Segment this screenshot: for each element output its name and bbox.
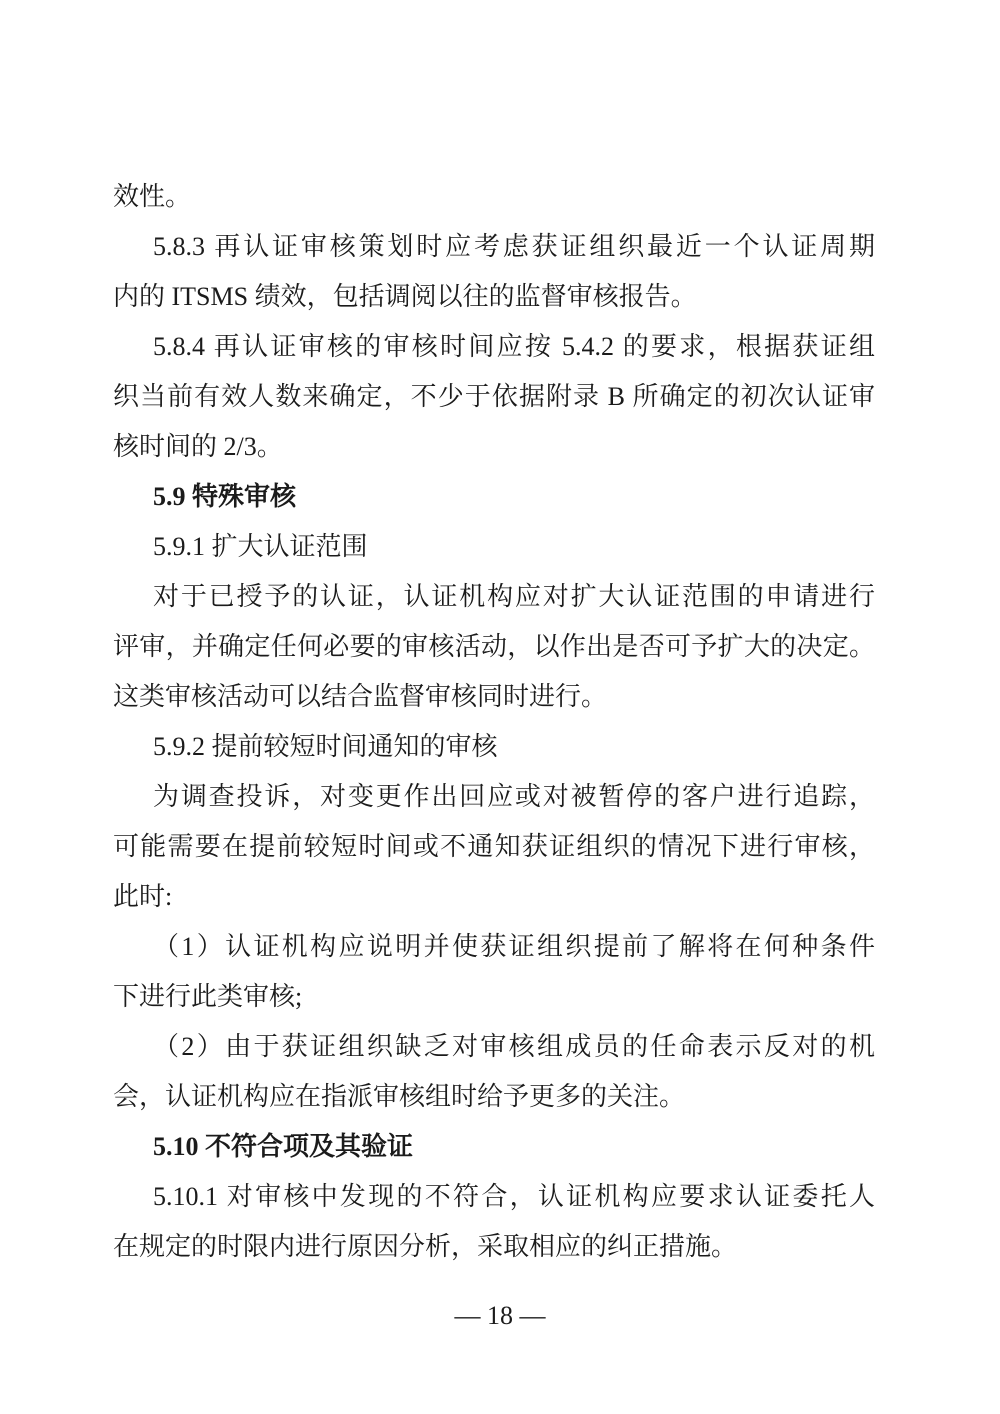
text-line: 5.9.1 扩大认证范围: [153, 532, 368, 561]
text-line: 效性。: [113, 182, 192, 211]
text-line: 会，认证机构应在指派审核组时给予更多的关注。: [113, 1082, 686, 1111]
text-line: 为调查投诉，对变更作出回应或对被暂停的客户进行追踪，: [153, 782, 875, 811]
text-line: 对于已授予的认证，认证机构应对扩大认证范围的申请进行: [153, 582, 875, 611]
text-line: 5.9.2 提前较短时间通知的审核: [153, 732, 498, 761]
text-line: 可能需要在提前较短时间或不通知获证组织的情况下进行审核，: [113, 832, 875, 861]
text-line: 5.8.3 再认证审核策划时应考虑获证组织最近一个认证周期: [153, 232, 875, 261]
text-line: 5.8.4 再认证审核的审核时间应按 5.4.2 的要求，根据获证组: [153, 332, 875, 361]
page-number: — 18 —: [454, 1301, 546, 1330]
text-line: 织当前有效人数来确定，不少于依据附录 B 所确定的初次认证审: [113, 382, 875, 411]
text-line: 内的 ITSMS 绩效，包括调阅以往的监督审核报告。: [113, 282, 697, 311]
text-line: 5.10.1 对审核中发现的不符合，认证机构应要求认证委托人: [153, 1182, 875, 1211]
text-line: 这类审核活动可以结合监督审核同时进行。: [113, 682, 608, 711]
text-line: 5.10 不符合项及其验证: [153, 1132, 414, 1161]
text-line: （1）认证机构应说明并使获证组织提前了解将在何种条件: [153, 932, 875, 961]
text-line: 评审，并确定任何必要的审核活动，以作出是否可予扩大的决定。: [113, 632, 875, 661]
text-line: 下进行此类审核;: [113, 982, 303, 1011]
text-line: 在规定的时限内进行原因分析，采取相应的纠正措施。: [113, 1232, 738, 1261]
text-line: （2）由于获证组织缺乏对审核组成员的任命表示反对的机: [153, 1032, 875, 1061]
text-line: 此时:: [113, 882, 173, 911]
text-line: 5.9 特殊审核: [153, 482, 297, 511]
document-text-block: [113, 172, 875, 1272]
text-line: 核时间的 2/3。: [113, 432, 283, 461]
